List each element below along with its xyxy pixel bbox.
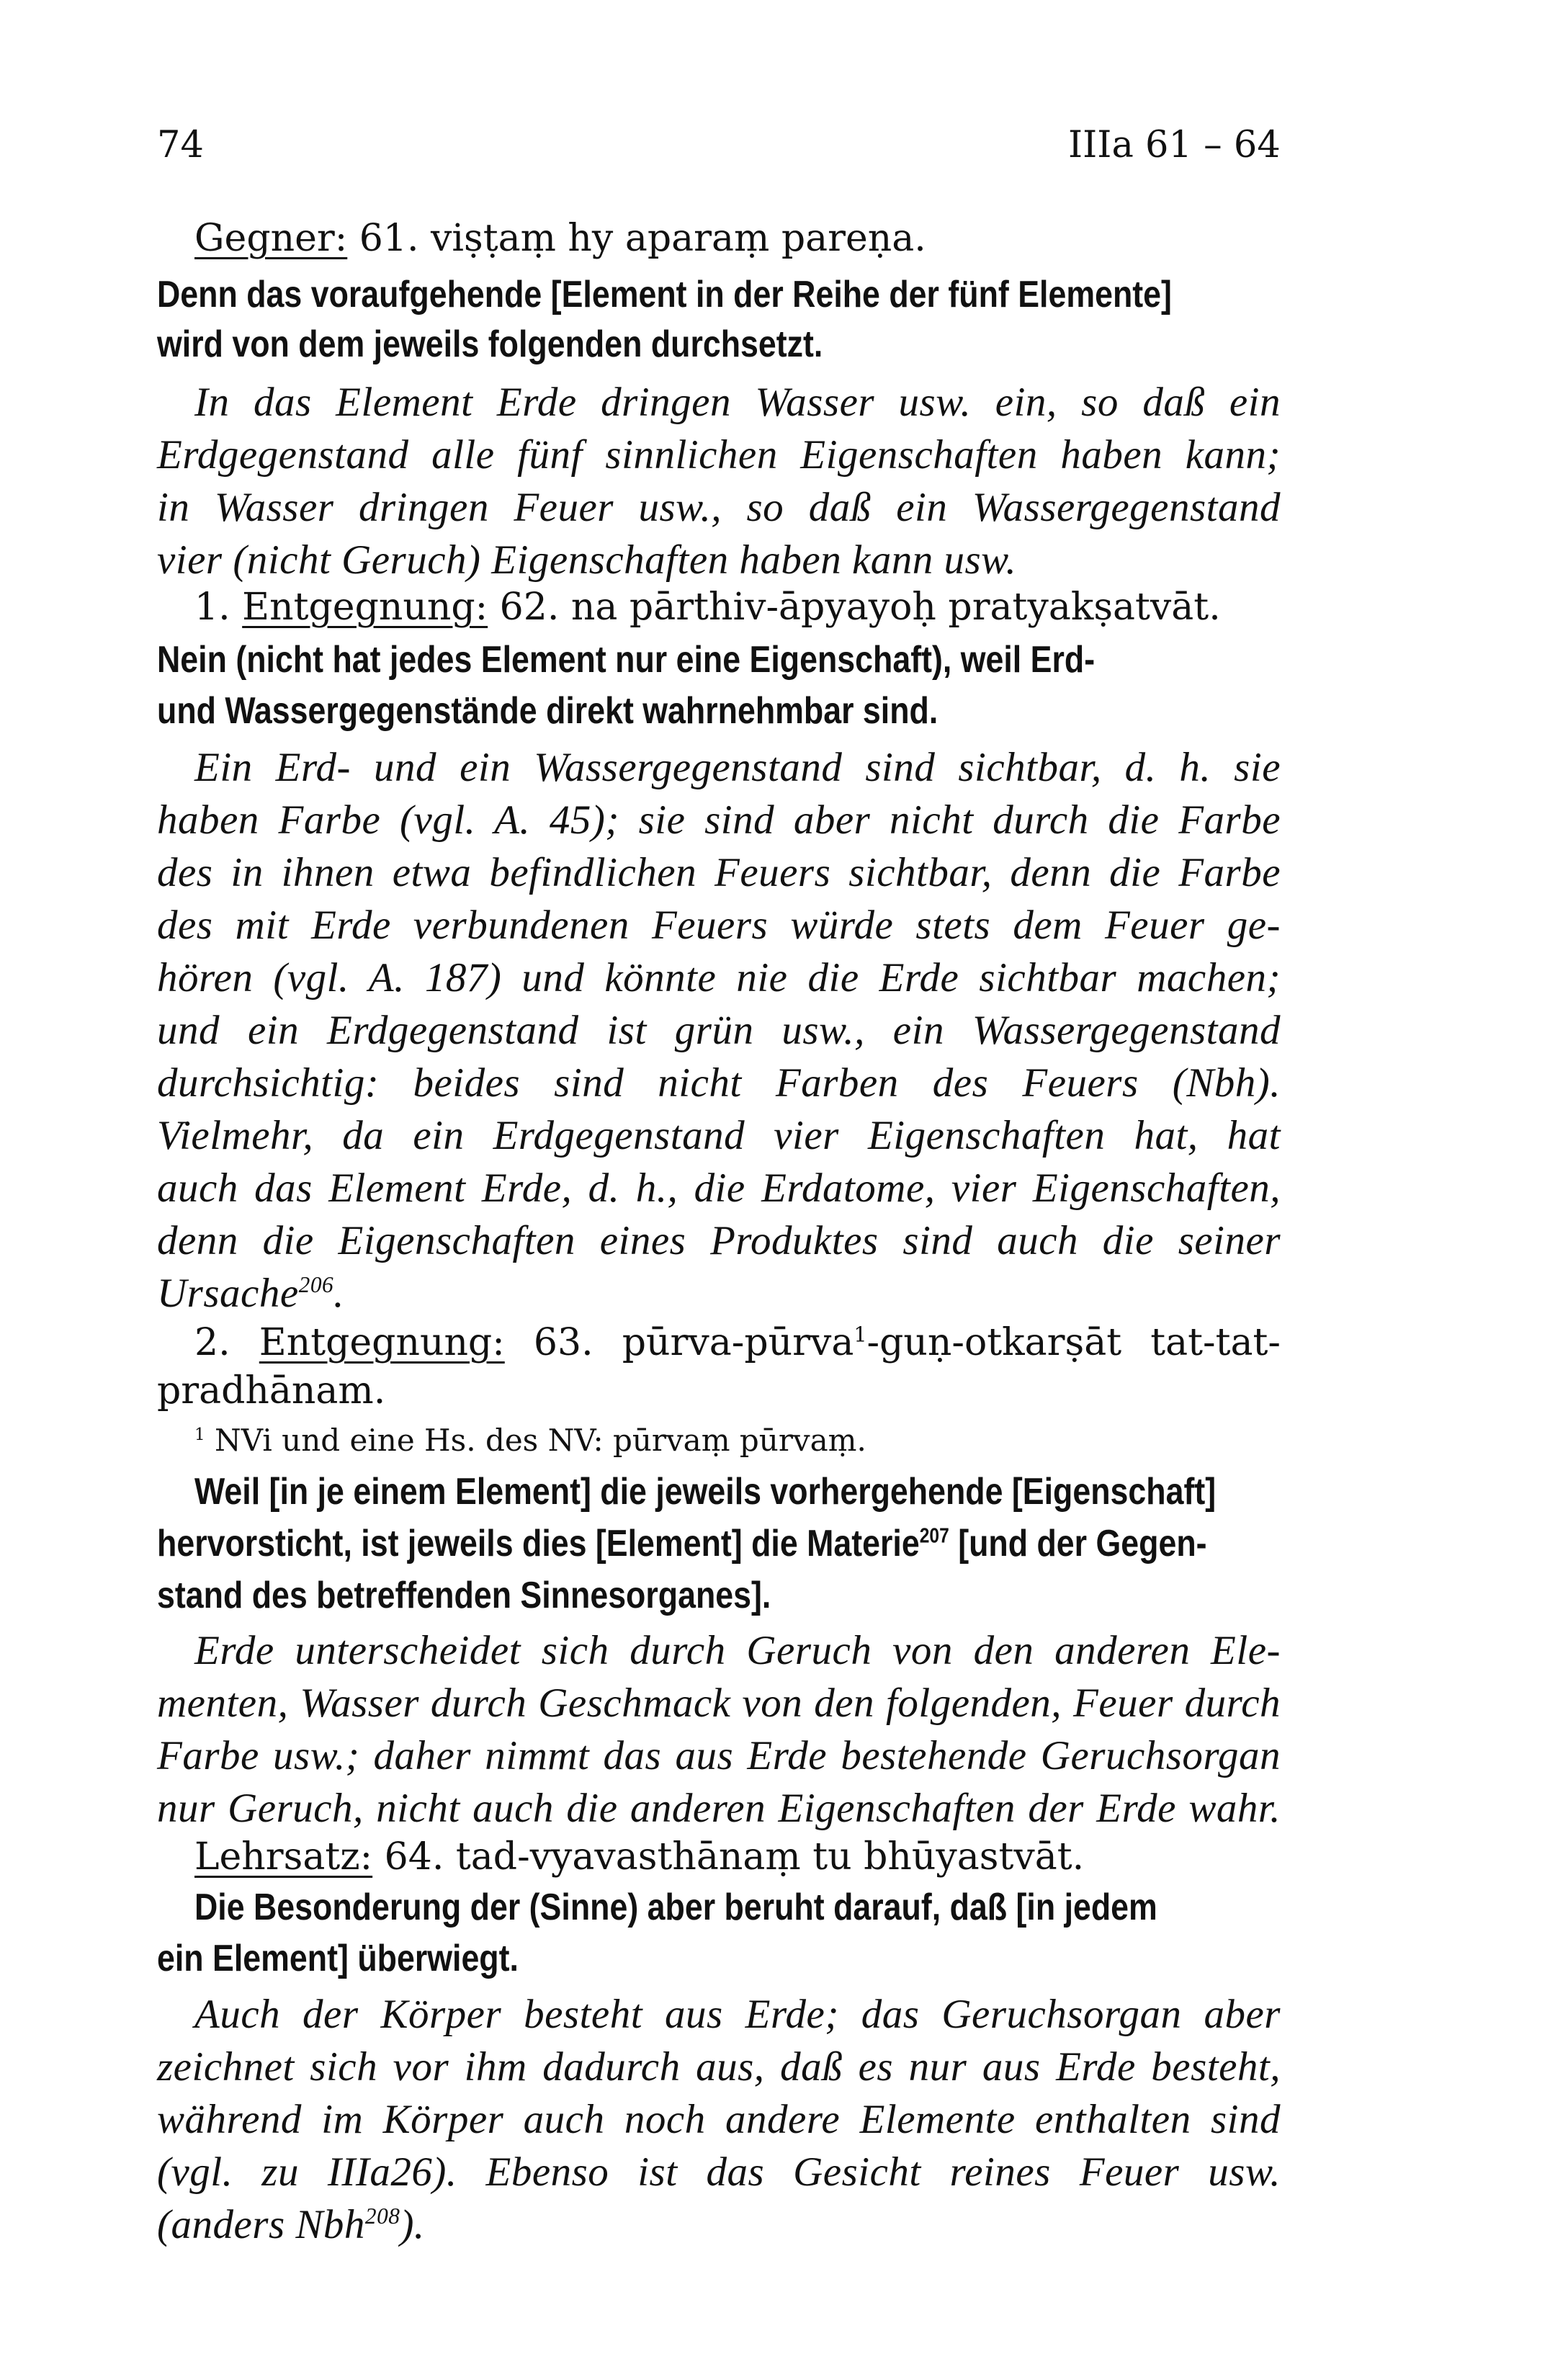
commentary-62-line-4: des mit Erde verbundenen Feuers würde stets dem Feuer ge- [157, 903, 1281, 948]
commentary-62-line-2: haben Farbe (vgl. A. 45); sie sind aber nicht durch die Farbe [157, 797, 1281, 843]
footnote-text: NVi und eine Hs. des NV: pūrvaṃ pūrvaṃ. [205, 1423, 866, 1458]
sutra-61-text: 61. viṣṭaṃ hy aparaṃ pareṇa. [347, 217, 926, 260]
commentary-62-line-10: denn die Eigenschaften eines Produktes sind auch die seiner [157, 1218, 1281, 1263]
note-reference-207: 207 [919, 1524, 949, 1548]
translation-63-line-1: Weil [in je einem Element] die jeweils vorhergehende [Eigenschaft] [194, 1471, 1217, 1513]
commentary-63-line-1: Erde unterscheidet sich durch Geruch von den anderen Ele- [194, 1628, 1281, 1673]
commentary-61-line-3: in Wasser dringen Feuer usw., so daß ein Wassergegenstand [157, 485, 1281, 530]
commentary-61-line-1: In das Element Erde dringen Wasser usw. ein, so daß ein [194, 380, 1281, 425]
sutra-62-prefix: 1. [194, 586, 243, 629]
commentary-62-line-5: hören (vgl. A. 187) und könnte nie die Erde sichtbar machen; [157, 955, 1281, 1001]
commentary-63-line-4: nur Geruch, nicht auch die anderen Eigenschaften der Erde wahr. [157, 1786, 1281, 1831]
page-number: 74 [157, 124, 204, 166]
commentary-61-line-2: Erdgegenstand alle fünf sinnlichen Eigenschaften haben kann; [157, 432, 1281, 478]
commentary-63-line-3: Farbe usw.; daher nimmt das aus Erde bestehende Geruchsorgan [157, 1733, 1281, 1778]
commentary-62-line-7: durchsichtig: beides sind nicht Farben des Feuers (Nbh). [157, 1060, 1281, 1106]
translation-63-line-2: hervorsticht, ist jeweils dies [Element] die Materie$^{207}$ [und der Gegen- [157, 1523, 1207, 1565]
commentary-62-line-3: des in ihnen etwa befindlichen Feuers sichtbar, denn die Farbe [157, 850, 1281, 895]
sutra-64-line [194, 1835, 1281, 1879]
translation-64-line-2: ein Element] überwiegt. [157, 1938, 519, 1979]
sutra-62-text: 62. na pārthiv-āpyayoḥ pratyakṣatvāt. [488, 586, 1221, 629]
sutra-63-continuation: pradhānam. [157, 1369, 386, 1413]
sutra-63-line: 2. Entgegnung: 63. pūrva-pūrva$^1$-guṇ-otkarṣāt tat-tat- [194, 1321, 1281, 1364]
section-range: IIIa 61 – 64 [1068, 124, 1281, 166]
commentary-64-line-4: (vgl. zu IIIa26). Ebenso ist das Gesicht reines Feuer usw. [157, 2149, 1281, 2195]
translation-61-line-1: Denn das voraufgehende [Element in der Reihe der fünf Elemente] [157, 274, 1172, 315]
sutra-61-line [194, 216, 1281, 261]
translation-62-line-1: Nein (nicht hat jedes Element nur eine Eigenschaft), weil Erd- [157, 639, 1096, 681]
note-reference-208: 208 [364, 2203, 400, 2229]
commentary-62-line-8: Vielmehr, da ein Erdgegenstand vier Eigenschaften hat, hat [157, 1113, 1281, 1158]
speaker-label-gegner: Gegner: [194, 217, 348, 260]
translation-63-line-3: stand des betreffenden Sinnesorganes]. [157, 1575, 771, 1616]
speaker-label-entgegnung-1: Entgegnung: [242, 586, 488, 629]
commentary-63-line-2: menten, Wasser durch Geschmack von den folgenden, Feuer durch [157, 1680, 1281, 1726]
footnote-1 [194, 1423, 1281, 1459]
commentary-61-line-4: vier (nicht Geruch) Eigenschaften haben kann usw. [157, 537, 1017, 583]
commentary-64-line-1: Auch der Körper besteht aus Erde; das Geruchsorgan aber [194, 1992, 1281, 2037]
speaker-label-lehrsatz: Lehrsatz: [194, 1835, 373, 1879]
commentary-64-line-5: (anders Nbh$^{208}$). [157, 2202, 425, 2247]
commentary-62-line-1: Ein Erd- und ein Wassergegenstand sind sichtbar, d. h. sie [194, 745, 1281, 790]
sutra-63-prefix: 2. [194, 1321, 259, 1364]
footnote-reference-1: 1 [854, 1322, 867, 1347]
commentary-62-line-6: und ein Erdgegenstand ist grün usw., ein Wassergegenstand [157, 1008, 1281, 1053]
footnote-mark: 1 [194, 1425, 205, 1444]
sutra-64-text: 64. tad-vyavasthānaṃ tu bhūyastvāt. [372, 1835, 1085, 1879]
translation-64-line-1: Die Besonderung der (Sinne) aber beruht darauf, daß [in jedem [194, 1886, 1157, 1928]
note-reference-206: 206 [298, 1272, 334, 1297]
commentary-64-line-3: während im Körper auch noch andere Elemente enthalten sind [157, 2097, 1281, 2142]
translation-62-line-2: und Wassergegenstände direkt wahrnehmbar sind. [157, 690, 938, 732]
commentary-64-line-2: zeichnet sich vor ihm dadurch aus, daß es nur aus Erde besteht, [157, 2044, 1281, 2090]
commentary-62-line-9: auch das Element Erde, d. h., die Erdatome, vier Eigenschaften, [157, 1165, 1281, 1211]
sutra-62-line [194, 585, 1281, 630]
speaker-label-entgegnung-2: Entgegnung: [259, 1321, 505, 1364]
translation-61-line-2: wird von dem jeweils folgenden durchsetzt. [157, 323, 823, 365]
commentary-62-line-11: Ursache$^{206}$. [157, 1271, 344, 1316]
